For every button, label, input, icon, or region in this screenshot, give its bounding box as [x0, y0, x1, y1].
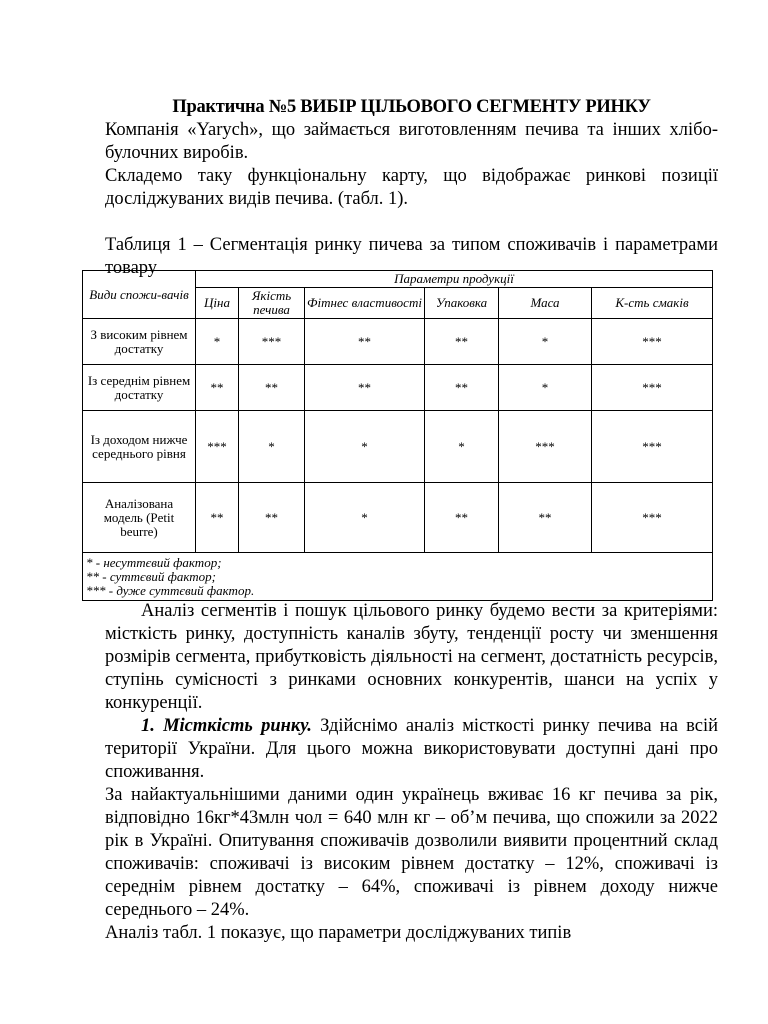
table-cell: *: [305, 411, 425, 483]
column-header: Якість печива: [239, 288, 305, 319]
table-cell: ***: [592, 483, 713, 553]
table-cell: **: [239, 483, 305, 553]
note-3: *** - дуже суттєвий фактор.: [86, 582, 255, 598]
paragraph-analysis: Аналіз табл. 1 показує, що параметри досліджуваних типів: [105, 923, 572, 943]
row-label: З високим рівнем достатку: [83, 319, 196, 365]
table-cell: **: [305, 365, 425, 411]
corner-header: Види спожи-вачів: [83, 271, 196, 319]
table-cell: **: [499, 483, 592, 553]
table-row: [83, 483, 713, 553]
table-cell: **: [196, 483, 239, 553]
page-title: Практична №5 ВИБІР ЦІЛЬОВОГО СЕГМЕНТУ РИНКУ: [172, 97, 651, 117]
table-cell: *: [196, 319, 239, 365]
table-cell: *: [425, 411, 499, 483]
row-label: Із доходом нижче середнього рівня: [83, 411, 196, 483]
table-cell: ***: [499, 411, 592, 483]
section-heading: 1. Місткість ринку.: [141, 716, 312, 736]
table-cell: ***: [592, 319, 713, 365]
intro-paragraph-2: Складемо таку функціональну карту, що відображає ринкові позиції досліджуваних видів печива. (табл. 1).: [105, 166, 718, 209]
table-caption: Таблиця 1 – Сегментація ринку пичева за типом споживачів і параметрами товару: [105, 235, 718, 278]
table-cell: *: [239, 411, 305, 483]
column-header: Ціна: [196, 288, 239, 319]
table-cell: **: [239, 365, 305, 411]
column-header: Маса: [499, 288, 592, 319]
column-header: Упаковка: [425, 288, 499, 319]
table-cell: ***: [592, 365, 713, 411]
table-cell: *: [305, 483, 425, 553]
table-cell: ***: [239, 319, 305, 365]
table-cell: ***: [592, 411, 713, 483]
row-label: Із середнім рівнем достатку: [83, 365, 196, 411]
table-row: [83, 365, 713, 411]
table-row: [83, 319, 713, 365]
column-header: К-сть смаків: [592, 288, 713, 319]
row-label: Аналізована модель (Petit beurre): [83, 483, 196, 553]
paragraph-capacity: [105, 715, 718, 784]
body-text: [105, 600, 718, 945]
column-header: Фітнес властивості: [305, 288, 425, 319]
table-cell: **: [425, 365, 499, 411]
document-page: [105, 96, 718, 280]
table-cell: ***: [196, 411, 239, 483]
paragraph-criteria: Аналіз сегментів і пошук цільового ринку будемо вести за критеріями: місткість ринку, доступність каналів збуту, тенденції росту чи зменшення розмірів сегмента, прибутковість діяльності на сегмент, достатність ресурсів, ступінь сумісності з ринками основних конкурентів, шанси на успіх у конкуренції.: [105, 601, 718, 713]
intro-paragraph-1: Компанія «Yarych», що займається виготовленням печива та інших хлібо-булочних виробів.: [105, 120, 718, 163]
table-cell: **: [196, 365, 239, 411]
segmentation-table: [82, 270, 713, 601]
table-notes: [83, 553, 713, 601]
group-header: Параметри продукції: [196, 271, 713, 288]
table-cell: **: [425, 483, 499, 553]
table-cell: **: [425, 319, 499, 365]
note-1: * - несуттєвий фактор;: [86, 554, 222, 570]
section-text: Здійснімо аналіз місткості ринку печива на всій території України. Для цього можна використовувати доступні дані про споживання.: [105, 716, 719, 782]
table-cell: *: [499, 365, 592, 411]
table-cell: **: [305, 319, 425, 365]
table-cell: *: [499, 319, 592, 365]
note-2: ** - суттєвий фактор;: [86, 568, 216, 584]
paragraph-consumption: За найактуальнішими даними один українець вживає 16 кг печива за рік, відповідно 16кг*43млн чол = 640 млн кг – об’м печива, що спожили за 2022 рік в Україні. Опитування споживачів дозволили виявити процентний склад споживачів: споживачі із високим рівнем достатку – 12%, споживачі із середнім рівнем достатку – 64%, споживачі із рівнем доходу нижче середнього – 24%.: [105, 785, 718, 920]
table-row: [83, 411, 713, 483]
